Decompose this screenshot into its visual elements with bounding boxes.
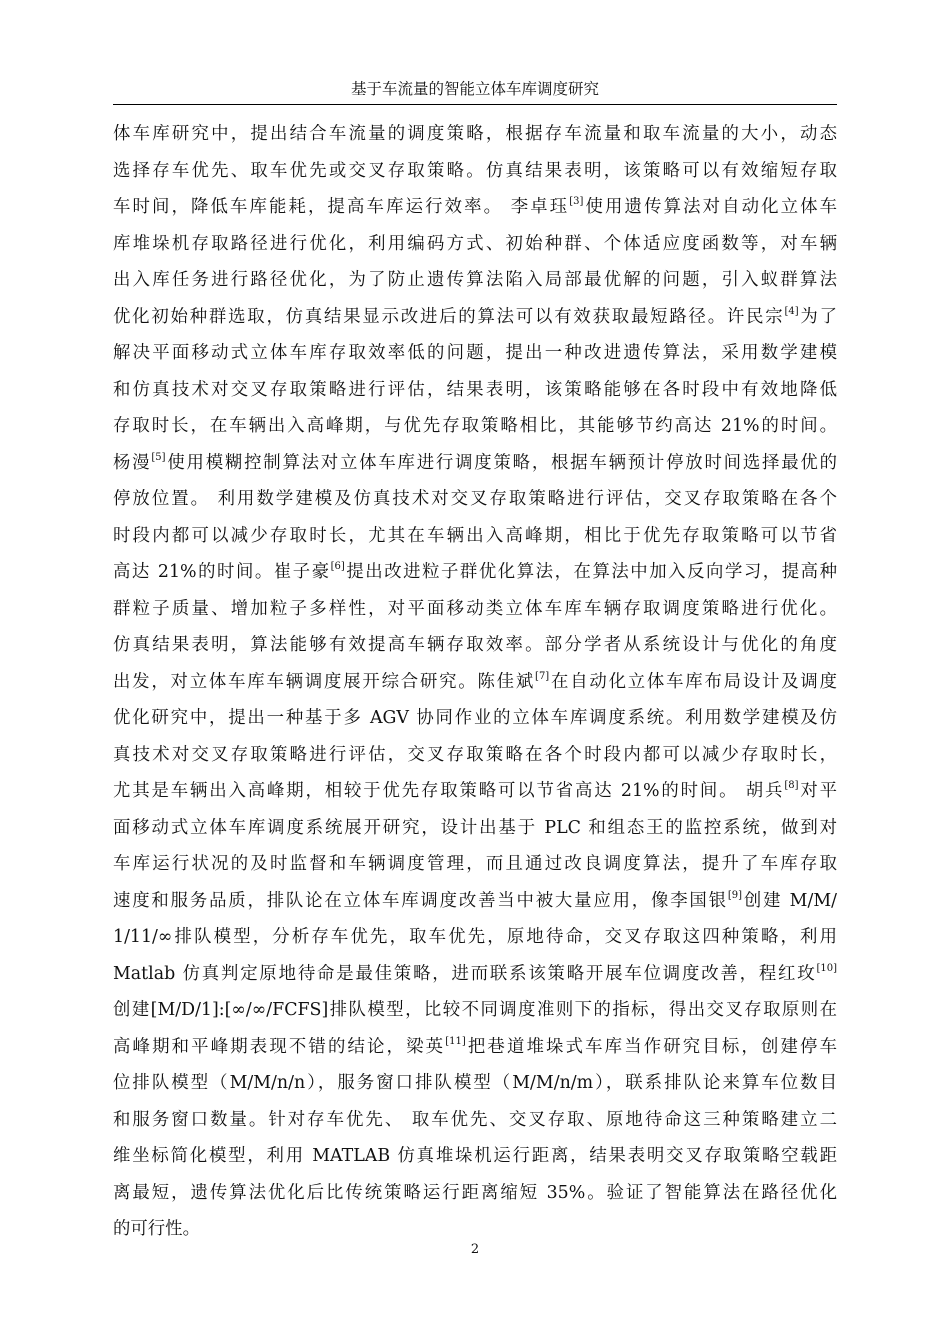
text-line: Matlab 仿真判定原地待命是最佳策略，进而联系该策略开展车位调度改善，程红玫[10] [113, 962, 837, 984]
text-line: 解决平面移动式立体车库存取效率低的问题，提出一种改进遗传算法，采用数学建模 [113, 343, 837, 363]
text-line: 库堆垛机存取路径进行优化，利用编码方式、初始种群、个体适应度函数等，对车辆 [113, 233, 837, 254]
text-line: 出发，对立体车库车辆调度展开综合研究。陈佳斌[7]在自动化立体车库布局设计及调度 [113, 670, 837, 692]
page-number: 2 [470, 1242, 480, 1257]
text-line: 体车库研究中，提出结合车流量的调度策略，根据存车流量和取车流量的大小，动态 [113, 124, 837, 144]
body-paragraph [113, 116, 837, 1248]
text-line: 时段内都可以减少存取时长，尤其在车辆出入高峰期，相比于优先存取策略可以节省 [113, 525, 837, 546]
text-line: 1/11/∞排队模型，分析存车优先，取车优先，原地待命，交叉存取这四种策略，利用 [113, 927, 837, 947]
text-line: 尤其是车辆出入高峰期，相较于优先存取策略可以节省高达 21%的时间。 胡兵[8]对平 [113, 780, 837, 801]
text-line: 创建[M/D/1]:[∞/∞/FCFS]排队模型，比较不同调度准则下的指标，得出交叉存取原则在 [113, 1000, 837, 1020]
text-line: 高峰期和平峰期表现不错的结论，梁英[11]把巷道堆垛式车库当作研究目标，创建停车 [113, 1035, 837, 1057]
text-line: 停放位置。 利用数学建模及仿真技术对交叉存取策略进行评估，交叉存取策略在各个 [113, 489, 837, 509]
running-header: 基于车流量的智能立体车库调度研究 [350, 80, 599, 98]
text-line: 面移动式立体车库调度系统展开研究，设计出基于 PLC 和组态王的监控系统，做到对 [113, 817, 837, 838]
text-line: 群粒子质量、增加粒子多样性，对平面移动类立体车库车辆存取调度策略进行优化。 [113, 598, 837, 619]
text-line: 优化初始种群选取，仿真结果显示改进后的算法可以有效获取最短路径。许民宗[4]为了 [113, 305, 837, 327]
text-line: 的可行性。 [113, 1219, 200, 1239]
text-line: 出入库任务进行路径优化，为了防止遗传算法陷入局部最优解的问题，引入蚁群算法 [113, 270, 837, 290]
text-line: 和仿真技术对交叉存取策略进行评估，结果表明，该策略能够在各时段中有效地降低 [113, 379, 837, 400]
text-line: 维坐标简化模型，利用 MATLAB 仿真堆垛机运行距离，结果表明交叉存取策略空载距 [113, 1146, 837, 1166]
text-line: 车时间，降低车库能耗，提高车库运行效率。 李卓珏[3]使用遗传算法对自动化立体车 [113, 196, 837, 217]
text-line: 存取时长，在车辆出入高峰期，与优先存取策略相比，其能够节约高达 21%的时间。 [113, 416, 837, 436]
text-line: 离最短，遗传算法优化后比传统策略运行距离缩短 35%。验证了智能算法在路径优化 [113, 1182, 837, 1203]
text-line: 速度和服务品质，排队论在立体车库调度改善当中被大量应用，像李国银[9]创建 M/M/ [113, 889, 837, 911]
header-rule [113, 104, 837, 105]
text-line: 选择存车优先、取车优先或交叉存取策略。仿真结果表明，该策略可以有效缩短存取 [113, 160, 837, 181]
text-line: 仿真结果表明，算法能够有效提高车辆存取效率。部分学者从系统设计与优化的角度 [113, 635, 837, 655]
text-line: 优化研究中，提出一种基于多 AGV 协同作业的立体车库调度系统。利用数学建模及仿 [113, 708, 837, 728]
text-line: 杨漫[5]使用模糊控制算法对立体车库进行调度策略，根据车辆预计停放时间选择最优的 [113, 451, 837, 473]
text-line: 和服务窗口数量。针对存车优先、 取车优先、交叉存取、原地待命这三种策略建立二 [113, 1109, 837, 1130]
text-line: 高达 21%的时间。崔子豪[6]提出改进粒子群优化算法，在算法中加入反向学习，提高种 [113, 561, 837, 582]
text-line: 位排队模型（M/M/n/n），服务窗口排队模型（M/M/n/m），联系排队论来算车位数目 [113, 1073, 837, 1093]
text-line: 车库运行状况的及时监督和车辆调度管理，而且通过改良调度算法，提升了车库存取 [113, 854, 837, 874]
text-line: 真技术对交叉存取策略进行评估，交叉存取策略在各个时段内都可以减少存取时长， [113, 744, 837, 765]
